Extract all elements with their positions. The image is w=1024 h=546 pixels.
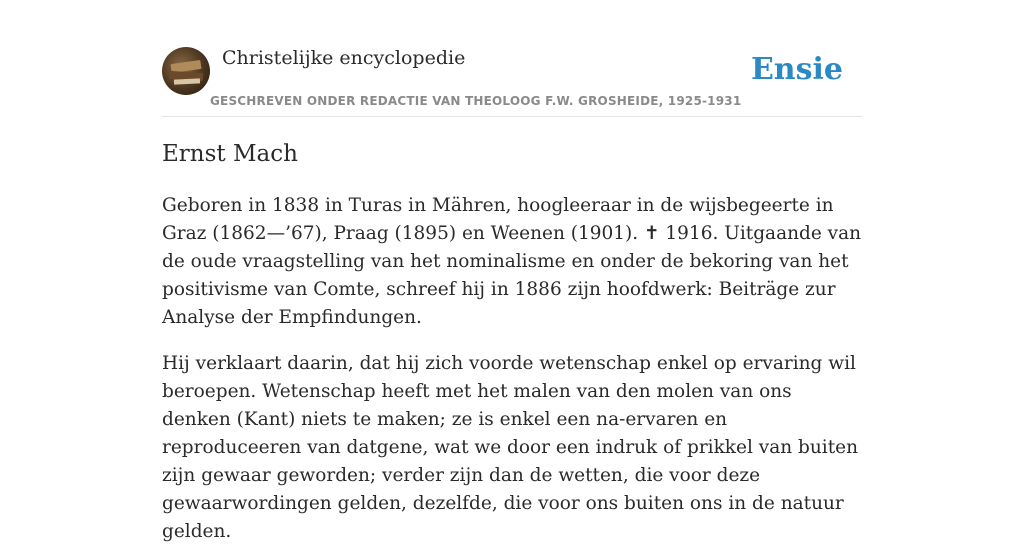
site-header: [162, 46, 862, 117]
publication-subtitle: GESCHREVEN ONDER REDACTIE VAN THEOLOOG F.W. GROSHEIDE, 1925-1931: [210, 94, 742, 108]
publication-title[interactable]: Christelijke encyclopedie: [222, 47, 466, 69]
article-paragraph: Geboren in 1838 in Turas in Mähren, hoogleeraar in de wijsbegeerte in Graz (1862—’67), Praag (1895) en Weenen (1901). ✝ 1916. Uitgaande van de oude vraagstelling van het nominalisme en onder de bekoring van het positivisme van Comte, schreef hij in 1886 zijn hoofdwerk: Beiträge zur Analyse der Empfindungen.: [162, 195, 862, 328]
article: [162, 138, 862, 546]
article-paragraph: Hij verklaart daarin, dat hij zich voorde wetenschap enkel op ervaring wil beroepen. Wetenschap heeft met het malen van den molen van ons denken (Kant) niets te maken; ze is enkel een na-ervaren en reproduceeren van datgene, wat we door een indruk of prikkel van buiten zijn gewaar geworden; verder zijn dan de wetten, die voor deze gewaarwordingen gelden, dezelfde, die voor ons buiten ons in de natuur gelden.: [162, 353, 858, 542]
article-title: Ernst Mach: [162, 141, 298, 167]
ensie-logo-link[interactable]: Ensie: [750, 52, 843, 87]
book-shape: [174, 78, 200, 84]
books-avatar-icon[interactable]: [162, 47, 210, 95]
